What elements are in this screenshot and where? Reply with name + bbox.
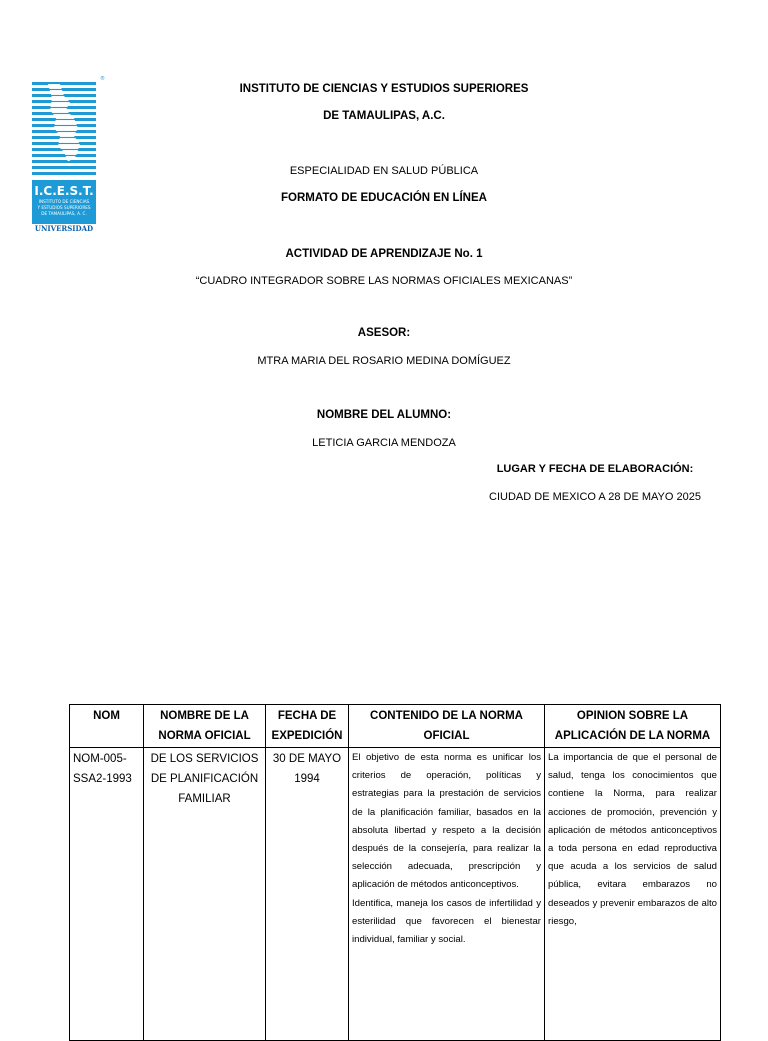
header-text: EXPEDICIÓN bbox=[271, 730, 343, 742]
institution-name-line2: DE TAMAULIPAS, A.C. bbox=[323, 110, 445, 122]
header-content bbox=[349, 705, 545, 748]
norm-name-part: DE PLANIFICACIÓN bbox=[150, 773, 259, 785]
table-header-row bbox=[70, 705, 721, 748]
norm-name-part: FAMILIAR bbox=[178, 793, 231, 805]
norm-name-part: DE LOS SERVICIOS bbox=[150, 753, 259, 765]
advisor-label: ASESOR: bbox=[357, 327, 411, 339]
header-nom bbox=[70, 705, 144, 748]
institution-name-line1: INSTITUTO DE CIENCIAS Y ESTUDIOS SUPERIORES bbox=[239, 83, 529, 95]
header-opinion bbox=[545, 705, 721, 748]
format-title: FORMATO DE EDUCACIÓN EN LÍNEA bbox=[281, 192, 487, 204]
activity-number: ACTIVIDAD DE APRENDIZAJE No. 1 bbox=[285, 248, 483, 260]
header-norm-name bbox=[144, 705, 266, 748]
norms-table bbox=[69, 704, 721, 1041]
icest-logo bbox=[30, 76, 104, 234]
cell-nom bbox=[70, 748, 144, 1041]
date-part: 30 DE MAYO bbox=[272, 753, 342, 765]
cell-content bbox=[349, 748, 545, 1041]
header-text: APLICACIÓN DE LA NORMA bbox=[554, 730, 711, 742]
opinion-paragraph: La importancia de que el personal de salud, tenga los conocimientos que contiene la Norma, para realizar acciones de promoción, prevención y aplicación de métodos anticonceptivos a toda persona en edad reproductiva que acuda a los servicios de salud pública, evitara embarazos no deseados y prevenir embarazos de alto riesgo, bbox=[548, 752, 717, 927]
specialty: ESPECIALIDAD EN SALUD PÚBLICA bbox=[289, 165, 479, 177]
nom-code-part: NOM-005- bbox=[73, 753, 127, 765]
header-text: OFICIAL bbox=[423, 730, 470, 742]
header-issue-date bbox=[266, 705, 349, 748]
cell-issue-date bbox=[266, 748, 349, 1041]
header-text: OPINION SOBRE LA bbox=[576, 710, 689, 722]
content-paragraph: El objetivo de esta norma es unificar los criterios de operación, políticas y estrategias para la prestación de servicios de la planificación familiar, basados en la absoluta libertad y respeto a la decisión después de la consejería, para realizar la selección adecuada, prescripción y aplicación de métodos anticonceptivos. bbox=[352, 752, 541, 891]
content-paragraph: Identifica, maneja los casos de infertilidad y esterilidad que favorecen el bienestar individual, familiar y social. bbox=[352, 897, 541, 946]
logo-caption-line: DE TAMAULIPAS, A. C. bbox=[41, 211, 87, 216]
student-name: LETICIA GARCIA MENDOZA bbox=[312, 437, 456, 449]
header-text: NOMBRE DE LA bbox=[160, 710, 249, 722]
logo-university: UNIVERSIDAD bbox=[34, 224, 94, 233]
cell-opinion bbox=[545, 748, 721, 1041]
header-text: FECHA DE bbox=[277, 710, 337, 722]
student-label: NOMBRE DEL ALUMNO: bbox=[316, 409, 452, 421]
header-text: CONTENIDO DE LA NORMA bbox=[370, 710, 523, 722]
advisor-name: MTRA MARIA DEL ROSARIO MEDINA DOMÍGUEZ bbox=[257, 355, 511, 367]
cell-norm-name bbox=[144, 748, 266, 1041]
place-date-label: LUGAR Y FECHA DE ELABORACIÓN: bbox=[496, 463, 694, 475]
place-date: CIUDAD DE MEXICO A 28 DE MAYO 2025 bbox=[489, 491, 701, 503]
date-part: 1994 bbox=[294, 773, 320, 785]
registered-mark: ® bbox=[100, 76, 105, 82]
activity-title: “CUADRO INTEGRADOR SOBRE LAS NORMAS OFICIALES MEXICANAS” bbox=[195, 275, 573, 287]
table-row bbox=[70, 748, 721, 1041]
header-text: NOM bbox=[93, 710, 120, 722]
logo-caption-line: INSTITUTO DE CIENCIAS bbox=[38, 199, 90, 204]
logo-acronym: I.C.E.S.T. bbox=[34, 184, 94, 198]
logo-caption-line: Y ESTUDIOS SUPERIORES bbox=[37, 205, 91, 210]
nom-code-part: SSA2-1993 bbox=[73, 773, 132, 785]
header-text: NORMA OFICIAL bbox=[158, 730, 251, 742]
